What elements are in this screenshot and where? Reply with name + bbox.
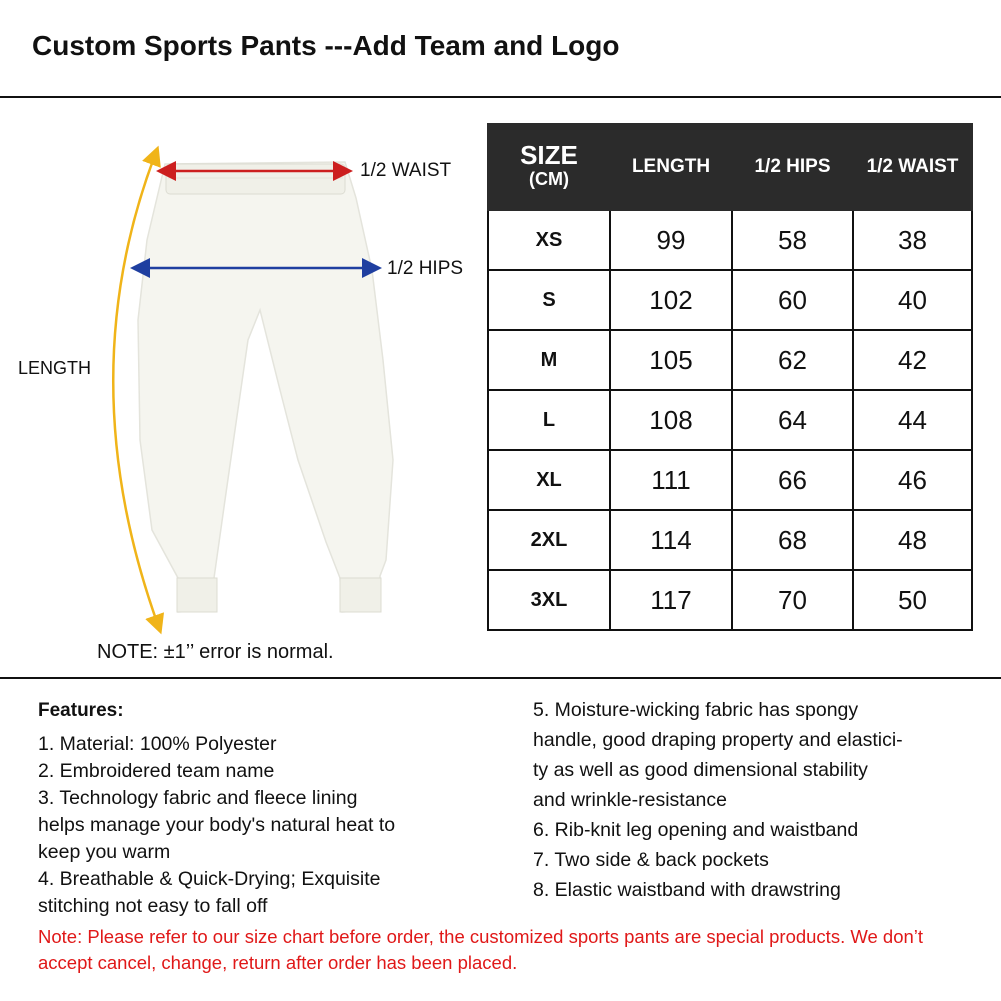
feature-line: 6. Rib-knit leg opening and waistband (533, 819, 859, 841)
waist-cell: 44 (853, 390, 972, 450)
table-row (488, 570, 972, 630)
features-left-list (38, 731, 395, 920)
table-row (488, 330, 972, 390)
table-row (488, 510, 972, 570)
size-table-body (488, 210, 972, 630)
header-size (488, 124, 610, 210)
size-cell: 3XL (488, 570, 610, 630)
feature-line: 8. Elastic waistband with drawstring (533, 879, 841, 901)
hips-cell: 60 (732, 270, 853, 330)
pants-shape (138, 162, 393, 612)
top-divider (0, 96, 1001, 98)
table-row (488, 390, 972, 450)
feature-line: ty as well as good dimensional stability (533, 759, 868, 781)
length-cell: 111 (610, 450, 732, 510)
length-cell: 108 (610, 390, 732, 450)
pants-diagram (0, 100, 480, 675)
header-waist: 1/2 WAIST (853, 124, 972, 210)
length-cell: 105 (610, 330, 732, 390)
size-chart-table (487, 123, 973, 631)
waist-cell: 38 (853, 210, 972, 270)
waist-cell: 48 (853, 510, 972, 570)
order-policy-note: Note: Please refer to our size chart before order, the customized sports pants are special products. We don’t accept cancel, change, return after order has been placed. (38, 926, 924, 973)
header-size-label: SIZE (520, 140, 578, 170)
feature-line: helps manage your body's natural heat to (38, 814, 396, 836)
waist-cell: 42 (853, 330, 972, 390)
feature-line: and wrinkle-resistance (533, 789, 728, 811)
size-cell: XL (488, 450, 610, 510)
size-cell: S (488, 270, 610, 330)
half-hips-label: 1/2 HIPS (387, 258, 464, 279)
length-cell: 102 (610, 270, 732, 330)
feature-line: keep you warm (38, 841, 171, 863)
hips-cell: 62 (732, 330, 853, 390)
middle-divider (0, 677, 1001, 679)
waist-cell: 40 (853, 270, 972, 330)
length-cell: 114 (610, 510, 732, 570)
error-note: NOTE: ±1’’ error is normal. (97, 641, 334, 663)
table-row (488, 270, 972, 330)
size-cell: L (488, 390, 610, 450)
table-header-row (488, 124, 972, 210)
pants-illustration (0, 100, 480, 675)
header-size-unit: (CM) (529, 169, 569, 189)
length-cell: 99 (610, 210, 732, 270)
feature-line: 5. Moisture-wicking fabric has spongy (533, 699, 859, 721)
page-title: Custom Sports Pants ---Add Team and Logo (32, 30, 620, 61)
feature-line: 3. Technology fabric and fleece lining (38, 787, 358, 809)
feature-line: stitching not easy to fall off (38, 895, 268, 917)
hips-cell: 58 (732, 210, 853, 270)
header-length: LENGTH (610, 124, 732, 210)
feature-line: 7. Two side & back pockets (533, 849, 769, 871)
waistband (166, 164, 345, 194)
feature-line: 2. Embroidered team name (38, 760, 275, 782)
size-cell: XS (488, 210, 610, 270)
hips-cell: 68 (732, 510, 853, 570)
feature-line: 1. Material: 100% Polyester (38, 733, 277, 755)
header-hips: 1/2 HIPS (732, 124, 853, 210)
right-cuff (340, 578, 381, 612)
table-row (488, 210, 972, 270)
length-label: LENGTH (18, 358, 92, 378)
feature-line: 4. Breathable & Quick-Drying; Exquisite (38, 868, 381, 890)
feature-line: handle, good draping property and elastici- (533, 729, 903, 751)
hips-cell: 64 (732, 390, 853, 450)
size-cell: M (488, 330, 610, 390)
waist-cell: 46 (853, 450, 972, 510)
left-cuff (177, 578, 217, 612)
features-title: Features: (38, 700, 124, 721)
features-right-list (533, 695, 903, 905)
half-waist-label: 1/2 WAIST (360, 160, 452, 181)
hips-cell: 70 (732, 570, 853, 630)
size-cell: 2XL (488, 510, 610, 570)
hips-cell: 66 (732, 450, 853, 510)
length-cell: 117 (610, 570, 732, 630)
waist-cell: 50 (853, 570, 972, 630)
table-row (488, 450, 972, 510)
